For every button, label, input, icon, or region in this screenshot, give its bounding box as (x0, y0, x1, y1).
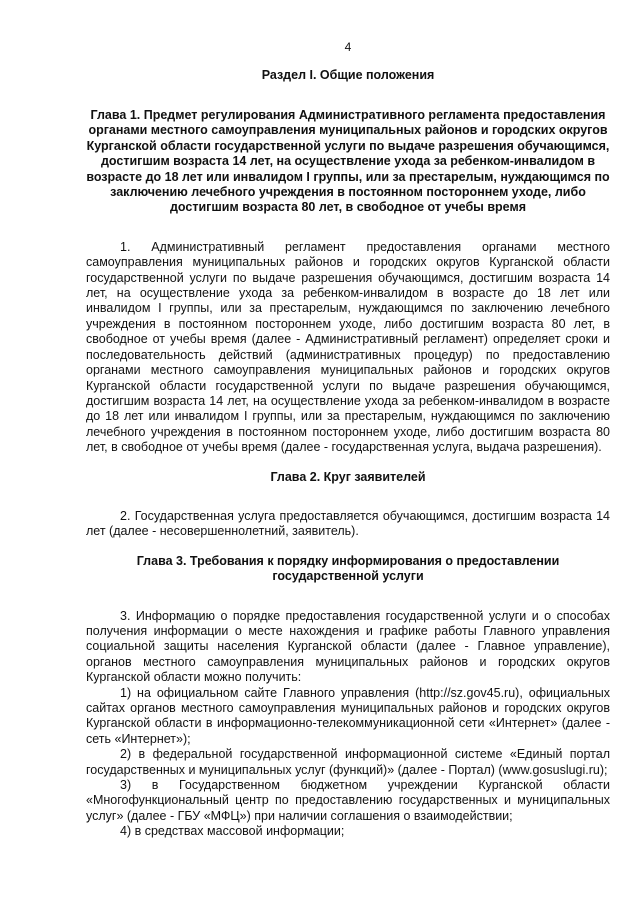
chapter-2-title: Глава 2. Круг заявителей (270, 469, 426, 484)
spacer (86, 456, 610, 470)
chapter-1-paragraph-1: 1. Административный регламент предоставления органами местного самоуправления муниципальных районов и городских округов Курганской области государственной услуги по выдаче разрешения обучающимся, достигшим возраста 14 лет, на осуществление ухода за ребенком-инвалидом в возрасте до 18 лет или инвалидом I группы, или за престарелым, нуждающимся по заключению лечебного учреждения в постоянном постороннем уходе, либо достигшим возраста 80 лет, в свободное от учебы время (далее - Административный регламент) определяет сроки и последовательность действий (административных процедур) по предоставлению органами местного самоуправления муниципальных районов и городских округов Курганской области государственной услуги по выдаче разрешения обучающимся, достигшим возраста 14 лет, на осуществление ухода за ребенком-инвалидом в возрасте до 18 лет или инвалидом I группы, или за престарелым, нуждающимся по заключению лечебного учреждения в постоянном постороннем уходе, либо достигшим возраста 80 лет, в свободное от учебы время (далее - государственная услуга, выдача разрешения). (86, 239, 610, 455)
chapter-3-item-1: 1) на официальном сайте Главного управления (http://sz.gov45.ru), официальных сайтах органов местного самоуправления муниципальных районов и городских округов Курганской области в информационно-телекоммуникационной сети «Интернет» (далее - сеть «Интернет»); (86, 685, 610, 746)
chapter-3-item-4: 4) в средствах массовой информации; (120, 824, 345, 839)
page-number: 4 (344, 40, 352, 54)
chapter-3-paragraph-3: 3. Информацию о порядке предоставления государственной услуги и о способах получения информации о месте нахождения и графике работы Главного управления социальной защиты населения Курганской области (далее - Главное управление), органов местного самоуправления муниципальных районов и городских округов Курганской области можно получить: (86, 608, 610, 685)
spacer (86, 540, 610, 554)
section-title: Раздел I. Общие положения (261, 68, 435, 82)
chapter-1-title: Глава 1. Предмет регулирования Административного регламента предоставления органами местного самоуправления муниципальных районов и городских округов Курганской области государственной услуги по выдаче разрешения обучающимся, достигшим возраста 14 лет, на осуществление ухода за ребенком-инвалидом в возрасте до 18 лет или инвалидом I группы, или за престарелым, нуждающимся по заключению лечебного учреждения в постоянном постороннем уходе, либо достигшим возраста 80 лет, в свободное от учебы время (86, 108, 610, 215)
chapter-3-item-2: 2) в федеральной государственной информационной системе «Единый портал государственных и муниципальных услуг (функций)» (далее - Портал) (www.gosuslugi.ru); (86, 747, 610, 777)
chapter-3-item-3: 3) в Государственном бюджетном учреждении Курганской области «Многофункциональный центр по предоставлению государственных и муниципальных услуг» (далее - ГБУ «МФЦ») при наличии соглашения о взаимодействии; (86, 778, 610, 823)
chapter-3-title: Глава 3. Требования к порядку информирования о предоставлении государственной услуги (136, 553, 560, 584)
chapter-2-paragraph-2: 2. Государственная услуга предоставляется обучающимся, достигшим возраста 14 лет (далее - несовершеннолетний, заявитель). (86, 508, 610, 539)
